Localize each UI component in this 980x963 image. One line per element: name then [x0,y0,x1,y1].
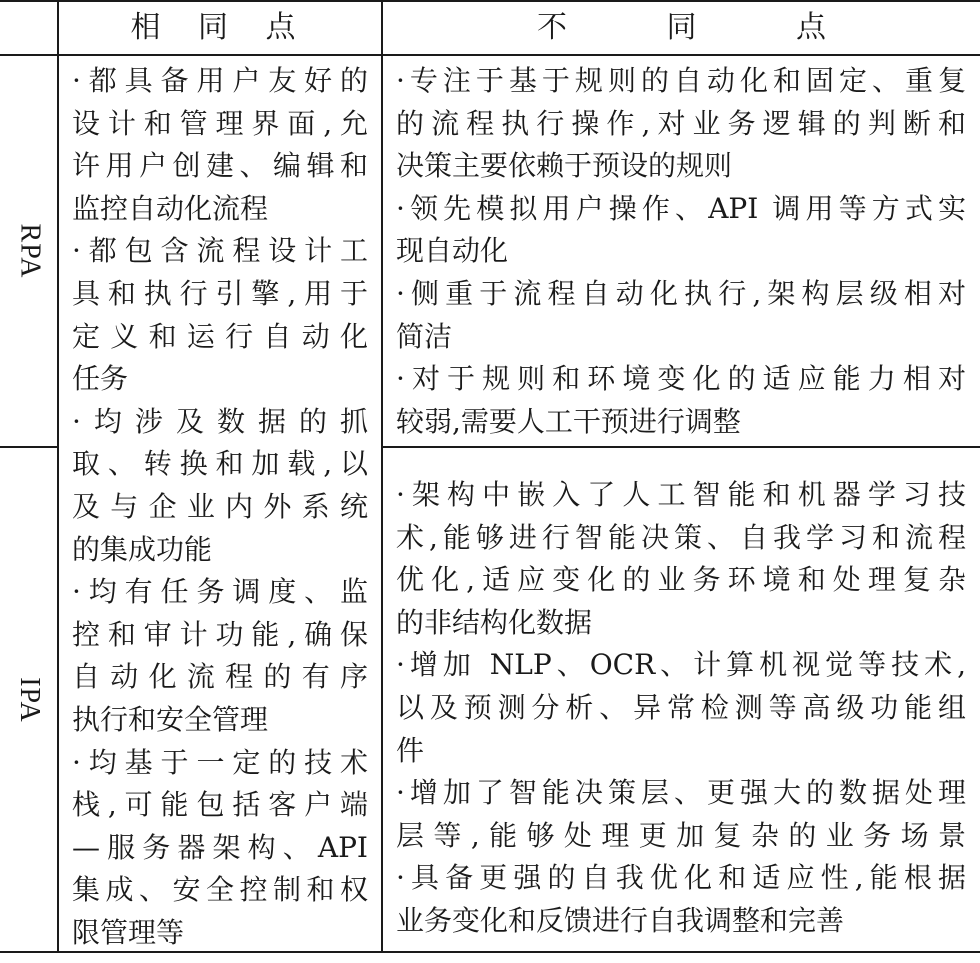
rpa-diff-line: ·侧重于流程自动化执行,架构层级相对 [396,276,966,310]
rpa-diff-line: 简洁 [396,319,453,353]
same-line: ·都包含流程设计工 [72,234,368,268]
ipa-diff-line: ·架构中嵌入了人工智能和机器学习技 [396,478,966,511]
row-label-rpa-cell [0,56,58,446]
row-label-ipa-cell [0,448,58,951]
rpa-diff-line: 的流程执行操作,对业务逻辑的判断和 [396,106,966,140]
ipa-diff-line: ·增加 NLP、OCR、计算机视觉等技术, [396,648,966,682]
same-line: 及与企业内外系统 [72,489,368,523]
rpa-diff-line: ·对于规则和环境变化的适应能力相对 [396,362,966,396]
same-line: 限管理等 [72,915,185,949]
same-line: 许用户创建、编辑和 [72,149,368,183]
same-line: 取、转换和加载,以 [72,447,368,481]
rpa-diff-line: 决策主要依赖于预设的规则 [396,149,733,183]
rpa-diff-line: 较弱,需要人工干预进行调整 [396,404,741,438]
row-label-ipa: IPA [13,676,45,723]
ipa-diff-line: ·增加了智能决策层、更强大的数据处理 [396,776,966,810]
same-line: —服务器架构、API [72,830,368,864]
rpa-diff-line: 现自动化 [396,234,509,268]
same-line: 具和执行引擎,用于 [72,276,368,310]
same-line: 执行和安全管理 [72,702,269,736]
same-column-border [381,0,383,953]
same-column-text [72,60,368,954]
ipa-diff-line: 以及预测分析、异常检测等高级功能组 [396,690,966,724]
same-line: 栈,可能包括客户端 [72,788,368,822]
same-line: ·均涉及数据的抓 [72,404,368,438]
header-same-label: 相 同 点 [130,10,310,45]
rpa-ipa-divider-right [382,446,980,448]
same-line: 控和审计功能,确保 [72,617,368,651]
rpa-diff-text [396,60,966,443]
ipa-diff-line: 的非结构化数据 [396,605,593,639]
rpa-diff-line: ·专注于基于规则的自动化和固定、重复 [396,64,966,97]
header-diff-label: 不 同 点 [536,10,827,45]
same-line: 自动化流程的有序 [72,660,368,694]
same-line: ·均有任务调度、监 [72,575,368,609]
same-line: 的集成功能 [72,532,213,566]
ipa-diff-line: 层等,能够处理更加复杂的业务场景 [396,818,966,852]
same-line: ·均基于一定的技术 [72,745,368,779]
same-line: 设计和管理界面,允 [72,106,368,140]
same-line: 集成、安全控制和权 [72,873,368,907]
ipa-diff-text [396,474,966,943]
rpa-diff-line: ·领先模拟用户操作、API 调用等方式实 [396,191,966,225]
same-line: 任务 [72,362,129,396]
same-line: ·都具备用户友好的 [72,64,368,97]
ipa-diff-line: 优化,适应变化的业务环境和处理复杂 [396,563,966,597]
same-line: 监控自动化流程 [72,191,269,225]
ipa-diff-line: ·具备更强的自我优化和适应性,能根据 [396,861,966,895]
ipa-diff-line: 件 [396,733,425,767]
ipa-diff-line: 术,能够进行智能决策、自我学习和流程 [396,520,966,554]
ipa-diff-line: 业务变化和反馈进行自我调整和完善 [396,903,845,937]
row-label-rpa: RPA [14,223,45,279]
same-line: 定义和运行自动化 [72,319,368,353]
